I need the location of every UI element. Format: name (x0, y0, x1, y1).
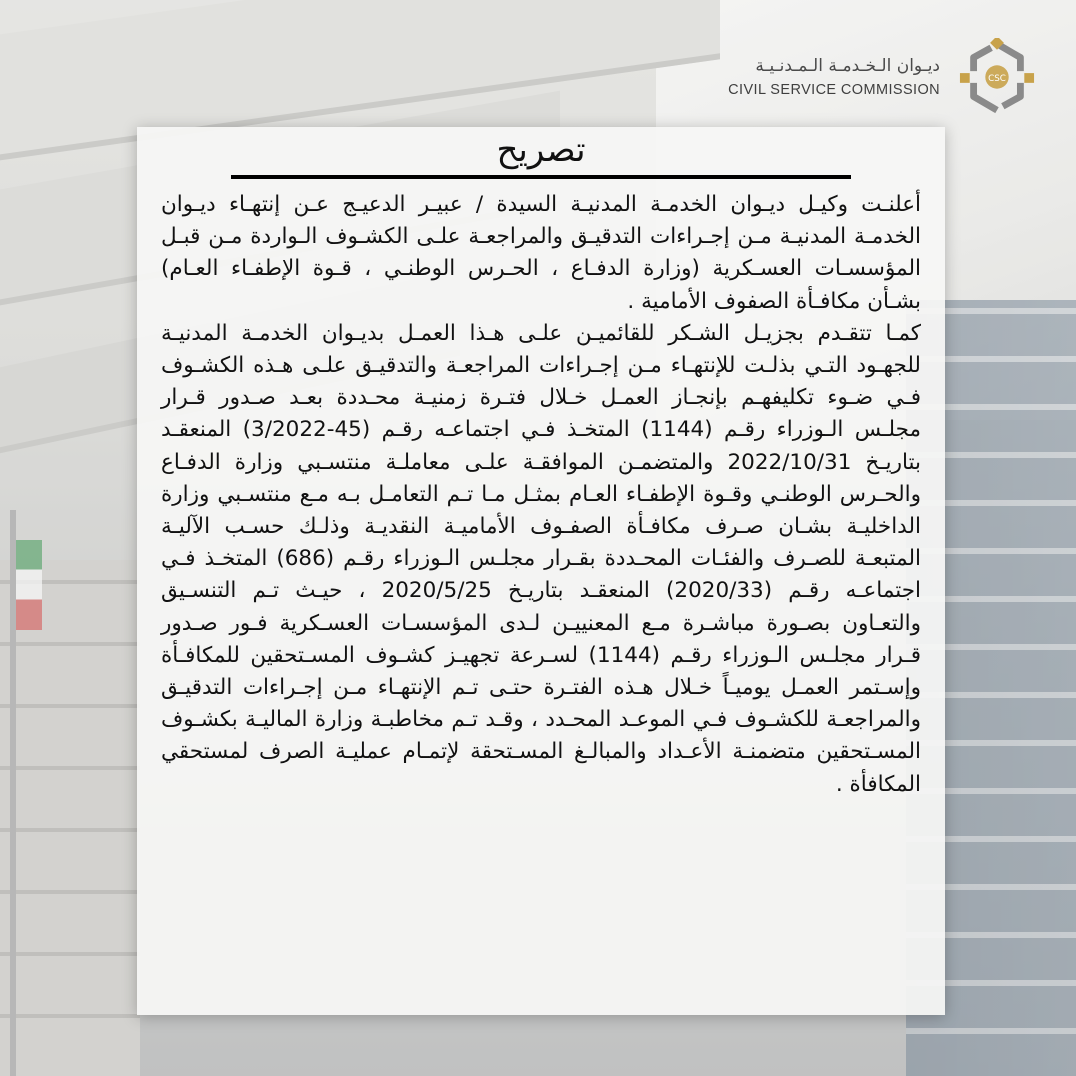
csc-logo-icon (958, 38, 1036, 116)
statement-paragraph-1: أعلنـت وكيـل ديـوان الخدمـة المدنيـة السيدة / عبيـر الدعيـج عـن إنتهـاء ديـوان الخدمـة المدنيـة مـن إجـراءات التدقيـق والمراجعـة علـى الكشـوف الـواردة مـن قبـل المؤسسـات العسـكرية (وزارة الدفـاع ، الحـرس الوطنـي ، قـوة الإطفـاء العـام) بشـأن مكافـأة الصفوف الأمامية . (161, 192, 921, 314)
logo-segment (974, 48, 992, 71)
logo-text: CSC (988, 73, 1006, 84)
logo-square (1024, 73, 1034, 83)
brand-header (728, 38, 1036, 116)
brand-name-arabic: ديـوان الـخـدمـة الـمـدنـيـة (755, 56, 940, 76)
brand-name-english: CIVIL SERVICE COMMISSION (728, 82, 940, 98)
statement-body (161, 189, 921, 801)
logo-segment (1003, 83, 1021, 106)
statement-title: تصريح (496, 130, 586, 170)
logo-square (960, 73, 970, 83)
statement-paragraph-2: كمـا تتقـدم بجزيـل الشـكر للقائميـن علـى هـذا العمـل بديـوان الخدمـة المدنيـة للجهـود التـي بذلـت للإنتهـاء مـن إجـراءات المراجعـة والتدقيـق علـى هـذه الكشـوف فـي ضـوء تكليفهـم بإنجـاز العمـل خـلال فتـرة زمنيـة محـددة بعـد صـدور قـرار مجلـس الـوزراء رقـم (1144) المتخـذ فـي اجتماعـه رقـم (45-3/2022) المنعقـد بتاريـخ 2022/10/31 والمتضمـن الموافقـة علـى معاملـة منتسـبي وزارة الدفـاع والحـرس الوطنـي وقـوة الإطفـاء العـام بمثـل مـا تـم التعامـل بـه مـع منتسـبي وزارة الداخليـة بشـان صـرف مكافـأة الصفـوف الأماميـة النقديـة وذلـك حسـب الآليـة المتبعـة للصـرف والفئـات المحـددة بقـرار مجلـس الـوزراء رقـم (686) المتخـذ فـي اجتماعـه رقـم (2020/33) المنعقـد بتاريـخ 2020/5/25 ، حيـث تـم التنسـيق والتعـاون بصـورة مباشـرة مـع المعنييـن لـدى المؤسسـات العسـكرية فـور صـدور قـرار مجلـس الـوزراء رقـم (1144) لسـرعة تجهيـز كشـوف المسـتحقين للمكافـأة وإسـتمر العمـل يوميـاً خـلال هـذه الفتـرة حتـى تـم الإنتهـاء مـن إجـراءات التدقيـق والمراجعـة للكشـوف فـي الموعـد المحـدد ، وقـد تـم مخاطبـة وزارة الماليـة بكشـوف المسـتحقين متضمنـة الأعـداد والمبالـغ المسـتحقة لإتمـام عمليـة الصرف لمستحقي المكافأة . (161, 320, 922, 797)
brand-text (728, 56, 940, 98)
title-underline (231, 175, 851, 179)
statement-card (137, 127, 945, 1015)
